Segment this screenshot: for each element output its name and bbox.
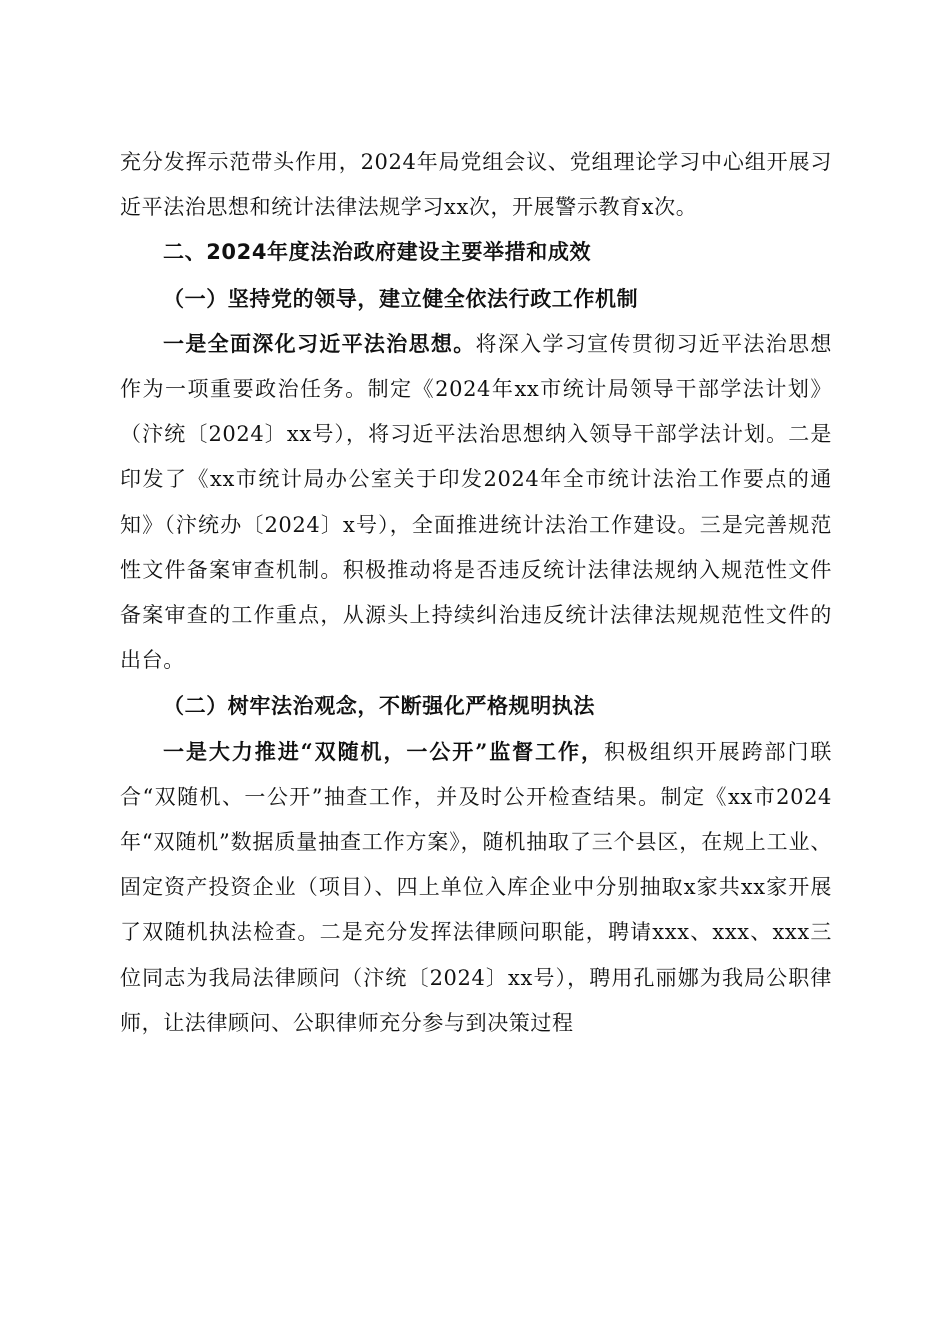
paragraph-measures-1 (120, 321, 832, 684)
paragraph-body-text: 积极组织开展跨部门联合“双随机、一公开”抽查工作，并及时公开检查结果。制定《xx市2024年“双随机”数据质量抽查工作方案》，随机抽取了三个县区，在规上工业、固定资产投资企业（项目）、四上单位入库企业中分别抽取x家共xx家开展了双随机执法检查。二是充分发挥法律顾问职能，聘请xxx、xxx、xxx三位同志为我局法律顾问（汴统〔2024〕xx号），聘用孔丽娜为我局公职律师，让法律顾问、公职律师充分参与到决策过程 (120, 739, 832, 1035)
section-heading: 二、2024年度法治政府建设主要举措和成效 (163, 240, 592, 265)
document-body (120, 140, 832, 1046)
paragraph-lead-text: 一是大力推进“双随机，一公开”监督工作， (163, 738, 604, 764)
paragraph-continuation: 充分发挥示范带头作用，2024年局党组会议、党组理论学习中心组开展习近平法治思想和统计法律法规学习xx次，开展警示教育x次。 (120, 150, 832, 220)
subsection-heading-1: （一）坚持党的领导，建立健全依法行政工作机制 (163, 285, 639, 311)
paragraph-measures-2 (120, 729, 832, 1046)
subsection-heading-2: （二）树牢法治观念，不断强化严格规明执法 (163, 693, 595, 719)
paragraph-lead-text: 一是全面深化习近平法治思想。 (163, 330, 476, 356)
paragraph-body-text: 将深入学习宣传贯彻习近平法治思想作为一项重要政治任务。制定《2024年xx市统计局领导干部学法计划》（汴统〔2024〕xx号），将习近平法治思想纳入领导干部学法计划。二是印发了《xx市统计局办公室关于印发2024年全市统计法治工作要点的通知》（汴统办〔2024〕x号），全面推进统计法治工作建设。三是完善规范性文件备案审查机制。积极推动将是否违反统计法律法规纳入规范性文件备案审查的工作重点，从源头上持续纠治违反统计法律法规规范性文件的出台。 (120, 331, 832, 673)
